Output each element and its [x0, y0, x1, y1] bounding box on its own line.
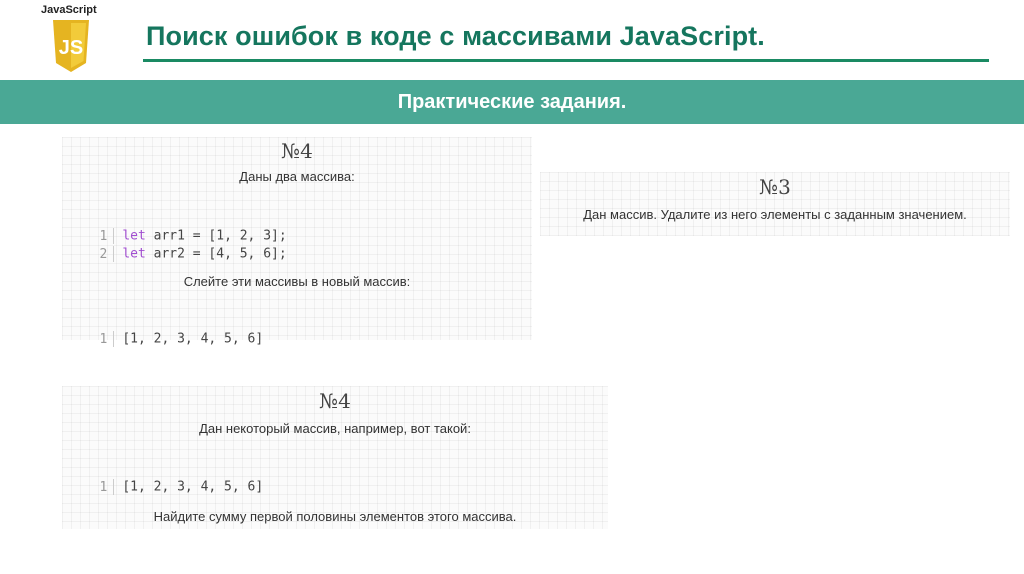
result-line: [62, 316, 264, 347]
code-gutter: [113, 479, 114, 495]
task-number: №4: [319, 389, 351, 413]
code-line: [62, 213, 287, 244]
code-text: arr2 = [4, 5, 6];: [145, 246, 287, 262]
code-line: [62, 464, 264, 495]
slide-title: Поиск ошибок в коде с массивами JavaScript.: [146, 21, 765, 51]
code-line: [62, 228, 287, 262]
task-instruction: Найдите сумму первой половины элементов этого массива.: [153, 509, 517, 524]
task-instruction: Слейте эти массивы в новый массив:: [183, 274, 411, 289]
javascript-logo-icon: [51, 18, 91, 74]
line-number: 1: [99, 479, 108, 495]
task-intro: Дан массив. Удалите из него элементы с заданным значением.: [583, 207, 967, 222]
code-text: [1, 2, 3, 4, 5, 6]: [122, 331, 264, 347]
section-banner: [0, 80, 1024, 124]
code-gutter: [113, 246, 114, 262]
code-text: arr1 = [1, 2, 3];: [145, 228, 287, 244]
task-intro: Дан некоторый массив, например, вот такой:: [199, 421, 471, 436]
line-number: 1: [99, 228, 108, 244]
title-underline: [143, 59, 989, 62]
line-number: 1: [99, 331, 108, 347]
code-gutter: [113, 331, 114, 347]
task-card-sum: [62, 386, 608, 529]
code-text: [1, 2, 3, 4, 5, 6]: [122, 479, 264, 495]
banner-text: Практические задания.: [397, 91, 627, 113]
logo-badge: JS: [58, 37, 84, 59]
line-number: 2: [99, 246, 108, 262]
task-intro: Даны два массива:: [239, 169, 355, 184]
task-card-remove: [540, 172, 1010, 236]
task-number: №4: [281, 139, 313, 163]
code-keyword: let: [122, 246, 146, 262]
code-keyword: let: [122, 228, 146, 244]
task-card-merge: [62, 137, 532, 347]
task-number: №3: [759, 175, 791, 199]
logo-label: JavaScript: [41, 4, 97, 16]
